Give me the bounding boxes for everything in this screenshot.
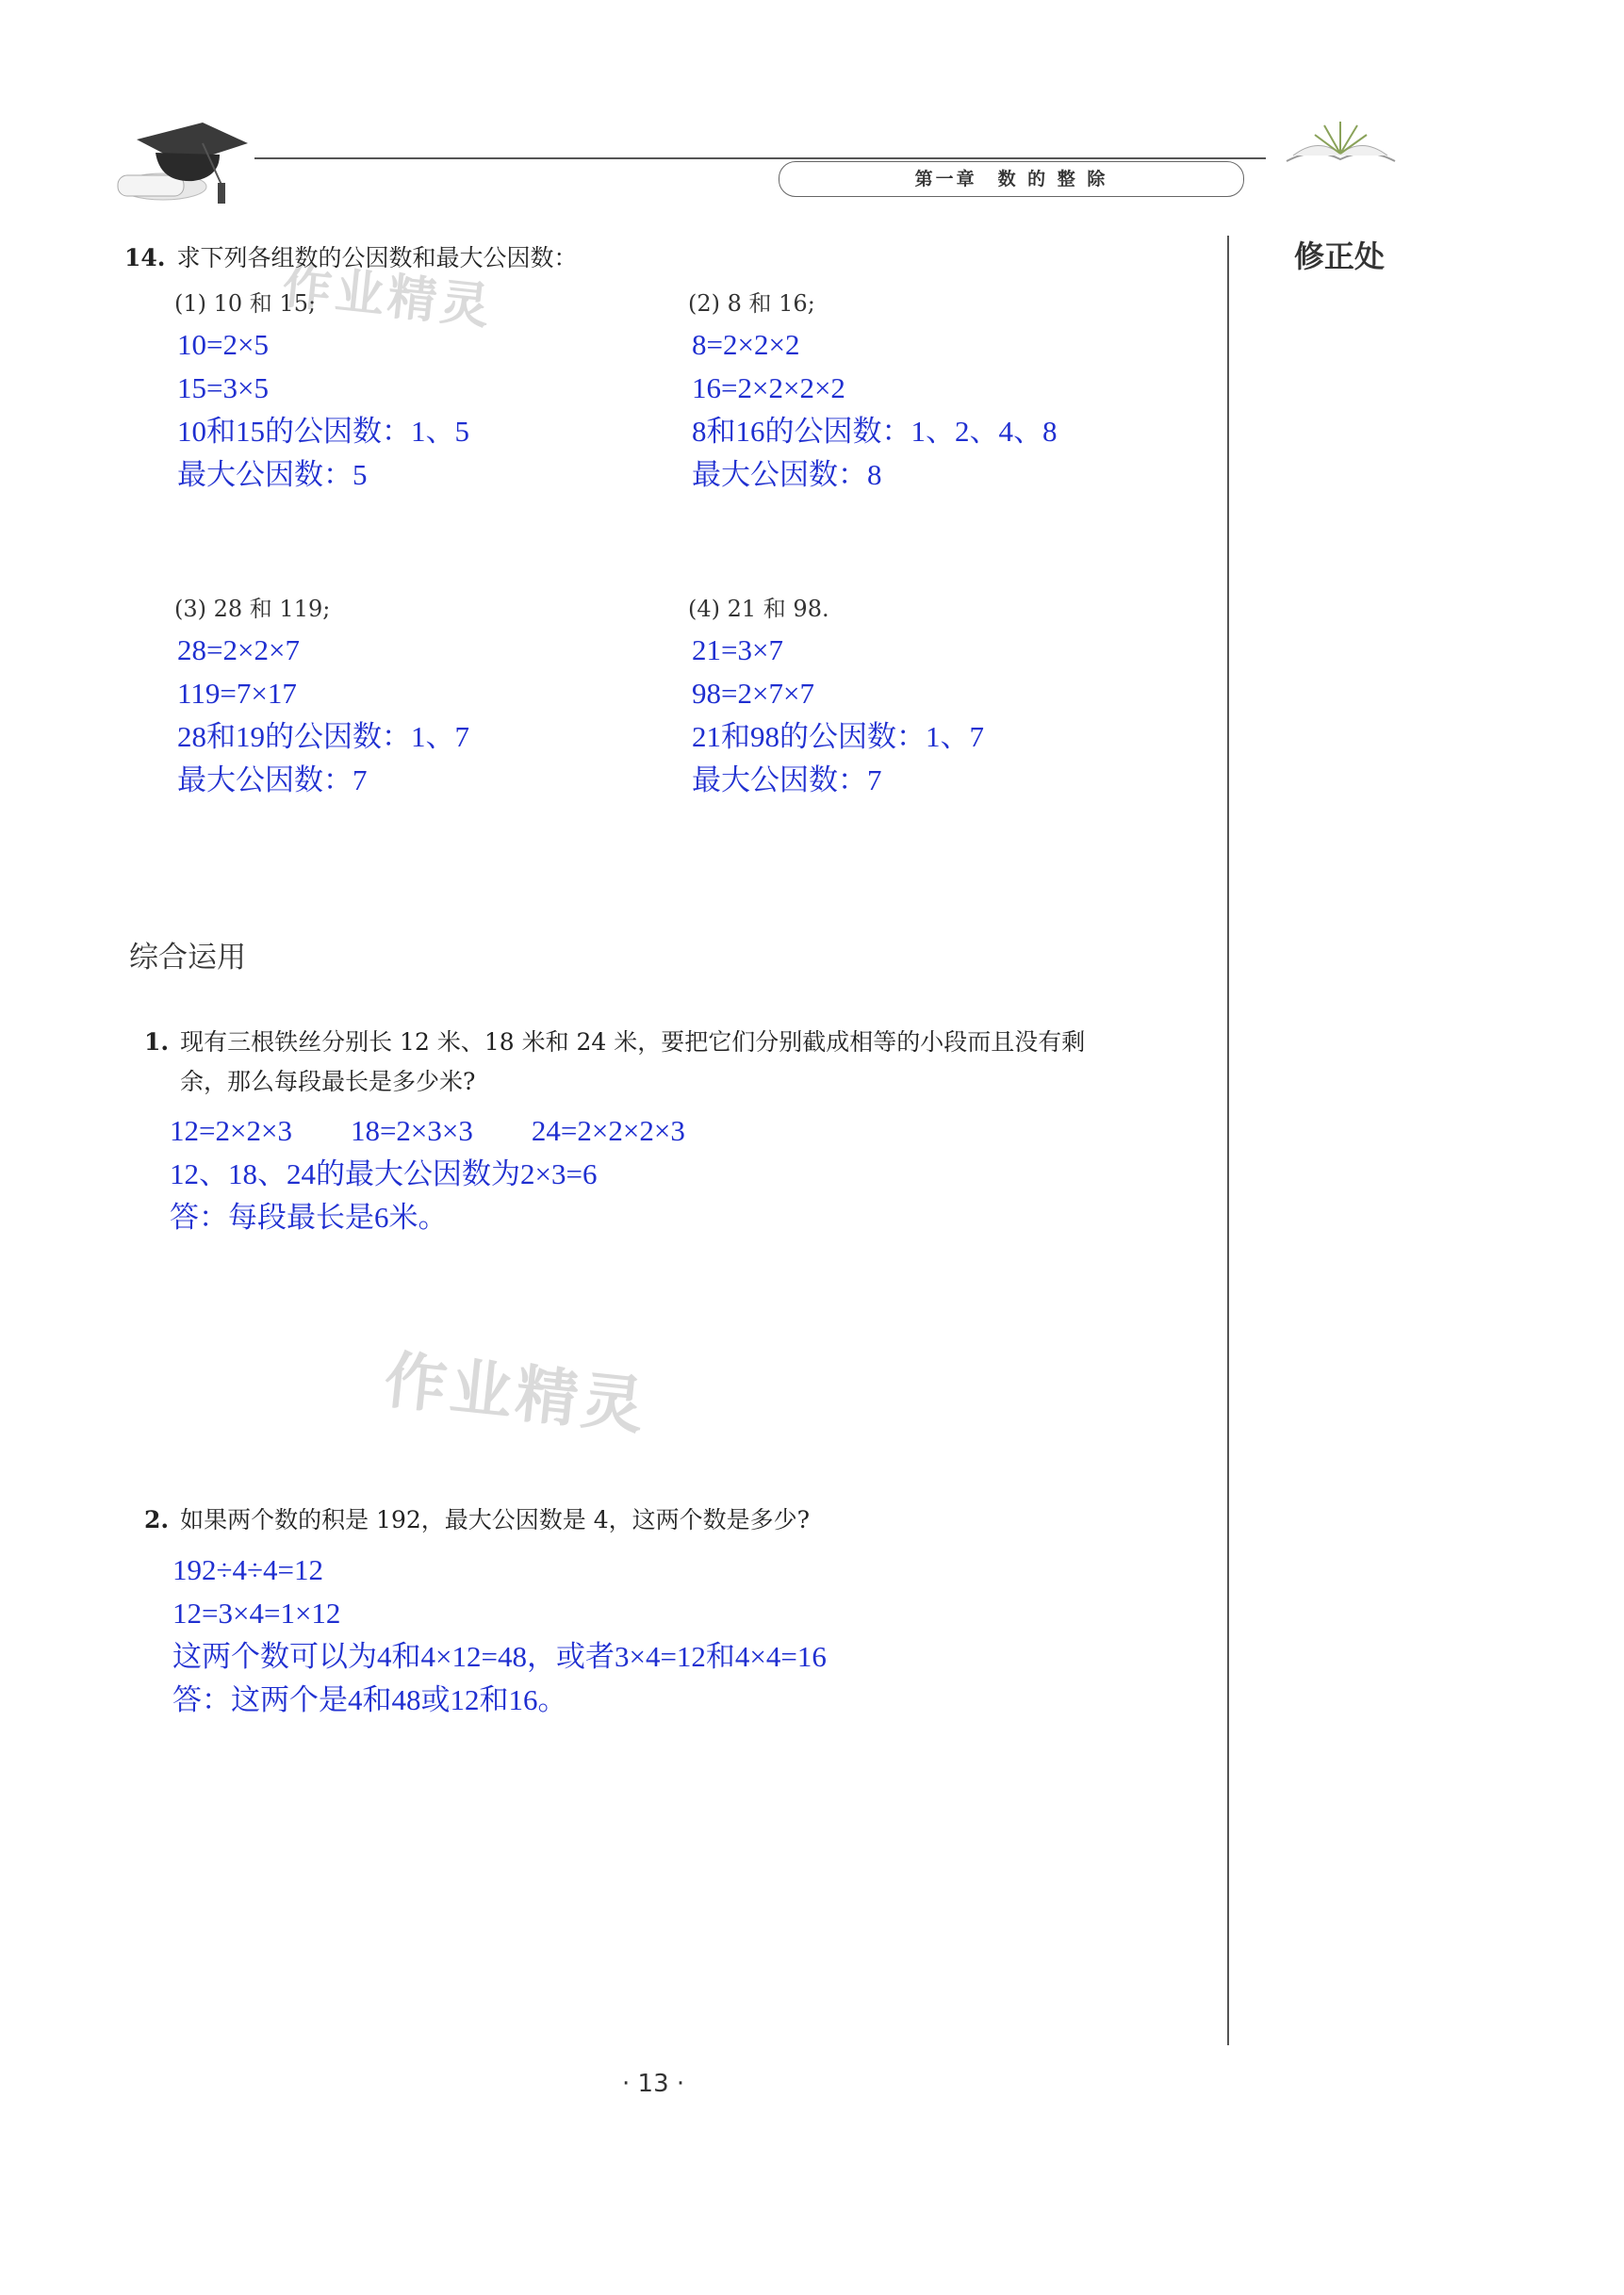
problem-number: 1.	[144, 1028, 170, 1056]
part-label: (1) 10 和 15;	[174, 290, 317, 317]
open-book-icon	[1282, 118, 1400, 170]
problem-text: 如果两个数的积是 192，最大公因数是 4，这两个数是多少?	[180, 1506, 811, 1533]
problem-text: 现有三根铁丝分别长 12 米、18 米和 24 米，要把它们分别截成相等的小段而且没有剩	[180, 1028, 1086, 1056]
answer-block	[177, 629, 469, 802]
answer-line: 最大公因数：7	[692, 763, 882, 796]
answer-line: 最大公因数：7	[177, 763, 368, 796]
answer-line: 答：这两个是4和48或12和16。	[172, 1683, 567, 1716]
page-number: · 13 ·	[622, 2070, 685, 2098]
answer-block	[692, 629, 984, 802]
problem-2	[144, 1500, 810, 1540]
answer-line: 98=2×7×7	[692, 677, 814, 710]
question-number: 14.	[124, 244, 166, 271]
answer-line: 10和15的公因数：1、5	[177, 415, 469, 448]
chapter-label-box	[779, 161, 1244, 197]
part-label: (3) 28 和 119;	[174, 596, 331, 622]
answer-line: 答：每段最长是6米。	[170, 1201, 448, 1234]
problem-text: 余，那么每段最长是多少米?	[180, 1068, 476, 1095]
answer-line: 12=2×2×3 18=2×3×3 24=2×2×2×3	[170, 1114, 685, 1147]
part-label: (2) 8 和 16;	[688, 290, 815, 317]
part-label: (4) 21 和 98.	[688, 596, 829, 622]
answer-line: 16=2×2×2×2	[692, 371, 845, 404]
answer-line: 12、18、24的最大公因数为2×3=6	[170, 1157, 598, 1190]
header-rule	[254, 157, 1266, 159]
answer-line: 119=7×17	[177, 677, 297, 710]
answer-line: 192÷4÷4=12	[172, 1553, 324, 1586]
answer-line: 这两个数可以为4和4×12=48，或者3×4=12和4×4=16	[172, 1640, 827, 1673]
watermark: 作业精灵	[279, 257, 496, 336]
answer-line: 21=3×7	[692, 633, 783, 666]
answer-line: 8和16的公因数：1、2、4、8	[692, 415, 1058, 448]
question-14	[124, 239, 578, 273]
answer-line: 15=3×5	[177, 371, 269, 404]
answer-line: 28和19的公因数：1、7	[177, 720, 469, 753]
answer-block	[172, 1549, 827, 1722]
answer-line: 10=2×5	[177, 328, 269, 361]
section-title: 综合运用	[129, 941, 246, 975]
answer-line: 8=2×2×2	[692, 328, 800, 361]
chapter-title: 第一章 数 的 整 除	[914, 169, 1108, 189]
answer-block	[692, 323, 1058, 497]
answer-line: 最大公因数：8	[692, 458, 882, 491]
answer-line: 12=3×4=1×12	[172, 1597, 341, 1630]
problem-1	[144, 1023, 1085, 1102]
graduation-cap-icon	[108, 111, 250, 215]
margin-divider	[1227, 236, 1229, 2045]
answer-block	[170, 1109, 685, 1239]
answer-line: 28=2×2×7	[177, 633, 300, 666]
answer-block	[177, 323, 469, 497]
watermark: 作业精灵	[381, 1343, 651, 1444]
answer-line: 21和98的公因数：1、7	[692, 720, 984, 753]
question-prompt: 求下列各组数的公因数和最大公因数：	[176, 244, 578, 271]
margin-title: 修正处	[1294, 238, 1386, 274]
problem-number: 2.	[144, 1506, 170, 1533]
answer-line: 最大公因数：5	[177, 458, 368, 491]
